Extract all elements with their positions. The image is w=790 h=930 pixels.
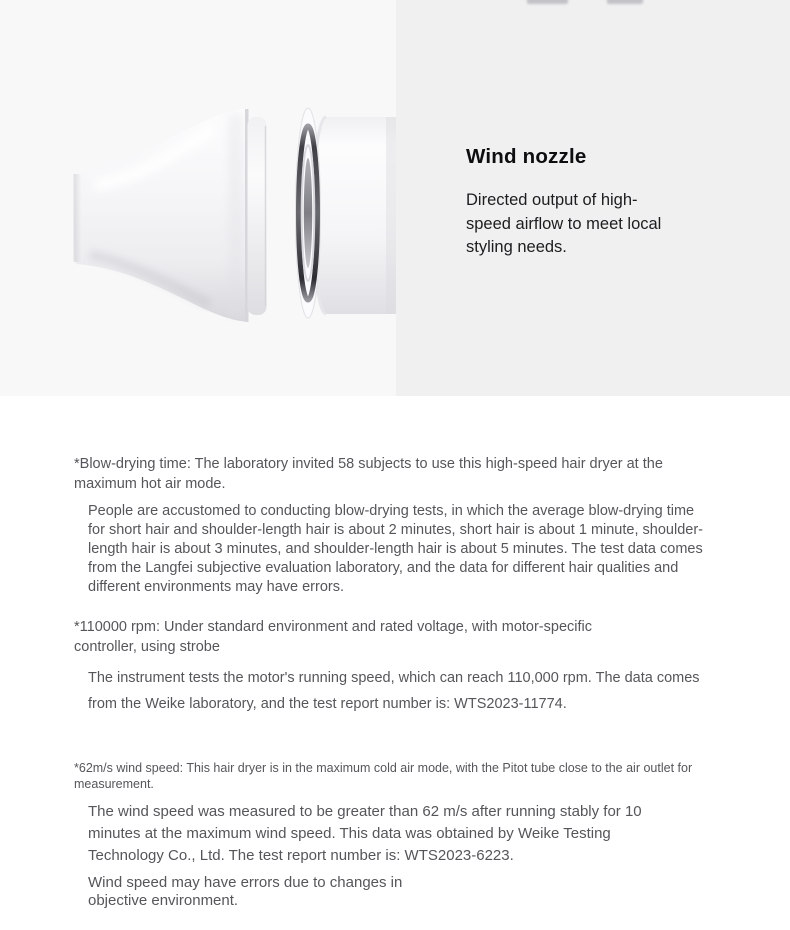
hero-section — [0, 0, 790, 396]
footnote-note: Wind speed may have errors due to changes in objective environment. — [88, 874, 403, 909]
cropped-heading-remnant — [607, 0, 643, 4]
dryer-outlet-ring-graphic — [296, 108, 321, 318]
footnote-blow-drying-time — [74, 454, 734, 597]
wind-nozzle-funnel-graphic — [74, 109, 267, 323]
footnote-lead: *110000 rpm: Under standard environment and rated voltage, with motor-specific controller, using strobe — [74, 619, 592, 655]
footnote-lead: *62m/s wind speed: This hair dryer is in the maximum cold air mode, with the Pitot tube close to the air outlet for measurement. — [74, 761, 693, 791]
cropped-heading-remnant — [527, 0, 568, 4]
product-photo — [0, 0, 396, 396]
footnote-body: The instrument tests the motor's running speed, which can reach 110,000 rpm. The data comes from the Weike laboratory, and the test report number is: WTS2023-11774. — [88, 670, 700, 712]
hero-text-panel — [396, 0, 790, 396]
section-description: Directed output of high-speed airflow to meet local styling needs. — [466, 191, 662, 256]
section-title: Wind nozzle — [466, 145, 587, 168]
footnote-lead: *Blow-drying time: The laboratory invited 58 subjects to use this high-speed hair dryer at the maximum hot air mode. — [74, 456, 663, 492]
product-photo-panel — [0, 0, 396, 396]
footnote-body: The wind speed was measured to be greater than 62 m/s after running stably for 10 minutes at the maximum wind speed. This data was obtained by Weike Testing Technology Co., Ltd. The test report number is: WTS2023-6223. — [88, 803, 642, 864]
dryer-barrel-graphic — [313, 117, 396, 314]
footnote-rpm — [74, 617, 734, 717]
footnote-wind-speed — [74, 761, 734, 910]
footnote-body: People are accustomed to conducting blow-drying tests, in which the average blow-drying time for short hair and shoulder-length hair is about 2 minutes, short hair is about 1 minute, shoulder-length hair is about 3 minutes, and shoulder-length hair is about 5 minutes. The test data comes from the Langfei subjective evaluation laboratory, and the data for different hair qualities and different environments may have errors. — [88, 503, 703, 595]
footnotes-section — [0, 396, 790, 910]
